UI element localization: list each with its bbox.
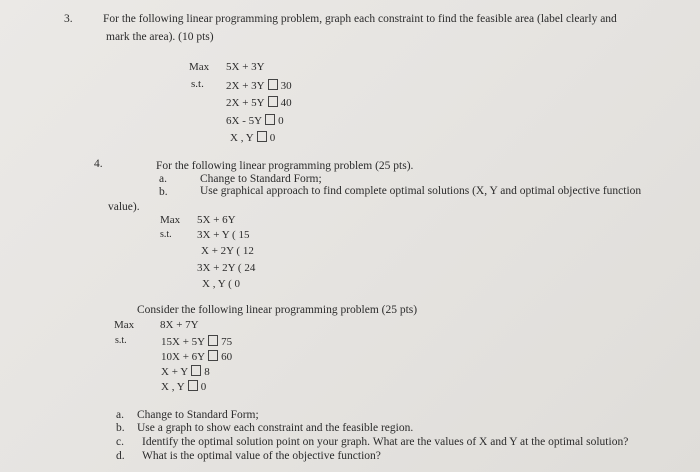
q5-max-label: Max: [114, 319, 135, 331]
q5-constraint-4: [161, 380, 206, 393]
q5-part-d: What is the optimal value of the objective function?: [142, 450, 381, 462]
q3-constraint-3-rhs: 0: [278, 115, 284, 127]
q4-st-label: s.t.: [160, 229, 172, 240]
q5-constraint-1-lhs: 15X + 5Y: [161, 336, 206, 348]
missing-symbol-box-icon: [268, 79, 278, 90]
q3-number: 3.: [64, 13, 73, 25]
q5-constraint-1-rhs: 75: [221, 336, 233, 348]
q4-part-b-continued: value).: [108, 201, 140, 213]
q5-prompt: Consider the following linear programming problem (25 pts): [137, 304, 418, 316]
q5-constraint-2: [161, 350, 232, 363]
q5-constraint-2-rhs: 60: [221, 351, 233, 363]
q5-constraint-4-lhs: X , Y: [161, 381, 185, 393]
q5-part-a-letter: a.: [116, 409, 124, 421]
q5-constraint-2-lhs: 10X + 6Y: [161, 351, 206, 363]
q5-part-a: Change to Standard Form;: [137, 409, 259, 421]
q4-constraint-4: X , Y ( 0: [202, 278, 240, 290]
q5-constraint-4-rhs: 0: [200, 381, 207, 393]
q4-part-a: Change to Standard Form;: [200, 173, 322, 185]
q5-part-d-letter: d.: [116, 450, 125, 462]
q5-part-c-letter: c.: [116, 436, 124, 448]
q4-number: 4.: [94, 158, 103, 170]
q5-constraint-3-rhs: 8: [204, 366, 210, 378]
q4-max-label: Max: [160, 214, 181, 226]
q3-constraint-2-rhs: 40: [280, 97, 292, 109]
q5-constraint-3: [161, 365, 210, 378]
q3-constraint-4: [230, 131, 275, 144]
q3-st-label: s.t.: [191, 78, 204, 90]
missing-symbol-box-icon: [188, 380, 198, 391]
missing-symbol-box-icon: [268, 96, 278, 107]
q5-constraint-1: [161, 335, 232, 348]
q3-constraint-4-rhs: 0: [269, 132, 276, 144]
q5-part-c: Identify the optimal solution point on your graph. What are the values of X and Y at the optimal solution?: [142, 436, 629, 448]
q3-constraint-4-lhs: X , Y: [230, 132, 254, 144]
q3-max-label: Max: [189, 61, 210, 73]
q5-st-label: s.t.: [115, 335, 127, 346]
q3-constraint-2: [226, 96, 292, 109]
missing-symbol-box-icon: [208, 335, 218, 346]
q4-constraint-3: 3X + 2Y ( 24: [197, 262, 256, 274]
missing-symbol-box-icon: [257, 131, 267, 142]
q3-prompt-line2: mark the area). (10 pts): [106, 31, 214, 43]
q4-objective: 5X + 6Y: [197, 214, 236, 226]
q3-constraint-1: [226, 79, 292, 92]
q5-constraint-3-lhs: X + Y: [161, 366, 189, 378]
q5-part-b-letter: b.: [116, 422, 125, 434]
q3-constraint-3-lhs: 6X - 5Y: [226, 115, 263, 127]
q4-constraint-1: 3X + Y ( 15: [197, 229, 250, 241]
q4-constraint-2: X + 2Y ( 12: [201, 245, 254, 257]
q4-part-a-letter: a.: [159, 173, 167, 185]
q4-part-b: Use graphical approach to find complete optimal solutions (X, Y and optimal objective function: [200, 185, 642, 197]
missing-symbol-box-icon: [191, 365, 201, 376]
q5-objective: 8X + 7Y: [160, 319, 199, 331]
q4-part-b-letter: b.: [159, 186, 168, 198]
q4-prompt: For the following linear programming problem (25 pts).: [156, 160, 414, 172]
q3-objective: 5X + 3Y: [226, 61, 265, 73]
missing-symbol-box-icon: [208, 350, 218, 361]
q3-constraint-3: [226, 114, 284, 127]
missing-symbol-box-icon: [265, 114, 275, 125]
q3-constraint-1-lhs: 2X + 3Y: [226, 80, 265, 92]
q3-constraint-1-rhs: 30: [280, 80, 292, 92]
q5-part-b: Use a graph to show each constraint and the feasible region.: [137, 422, 414, 434]
q3-prompt-line1: For the following linear programming problem, graph each constraint to find the feasible area (label clearly and: [103, 13, 617, 25]
q3-constraint-2-lhs: 2X + 5Y: [226, 97, 265, 109]
